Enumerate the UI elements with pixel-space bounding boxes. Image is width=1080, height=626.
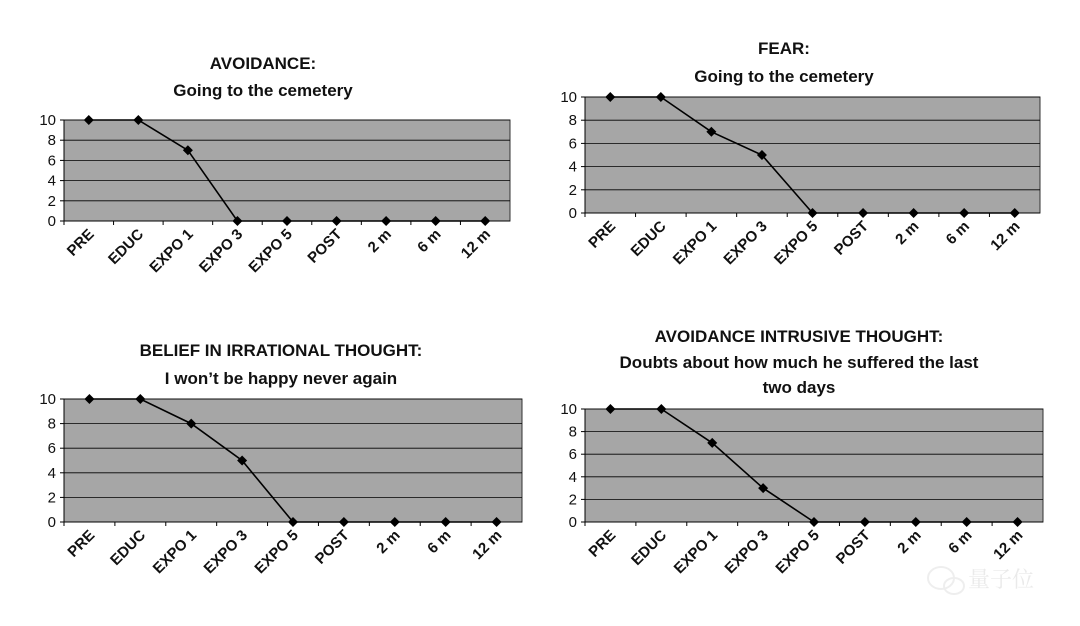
x-tick-label: PRE <box>585 526 620 561</box>
x-tick-label: EDUC <box>627 217 670 260</box>
x-tick-label: 12 m <box>469 526 506 564</box>
plot-area <box>64 120 510 221</box>
x-tick-label: EXPO 1 <box>670 526 722 578</box>
x-tick-label: 2 m <box>373 526 404 558</box>
x-tick-label: 12 m <box>990 526 1027 564</box>
chart-title-line: BELIEF IN IRRATIONAL THOUGHT: <box>139 341 423 360</box>
chart-4 <box>560 327 1043 577</box>
y-tick-label: 4 <box>568 468 577 486</box>
x-tick-label: 2 m <box>364 225 395 257</box>
y-tick-label: 2 <box>568 181 577 199</box>
y-tick-label: 6 <box>47 440 56 458</box>
y-tick-label: 0 <box>568 514 577 531</box>
x-tick-label: 12 m <box>457 225 495 263</box>
y-tick-label: 0 <box>568 205 577 222</box>
x-tick-label: EXPO 1 <box>149 526 201 578</box>
x-tick-label: EDUC <box>105 225 148 268</box>
x-tick-label: 12 m <box>987 217 1024 255</box>
y-tick-label: 4 <box>568 158 577 176</box>
x-tick-label: EXPO 1 <box>669 217 721 269</box>
x-tick-label: 6 m <box>414 225 445 257</box>
chart-title-line: I won’t be happy never again <box>164 369 398 388</box>
y-tick-label: 10 <box>39 391 56 408</box>
x-tick-label: 6 m <box>942 217 973 249</box>
x-tick-label: EDUC <box>628 526 671 569</box>
wechat-icon <box>928 567 964 594</box>
x-tick-label: POST <box>832 526 874 568</box>
x-tick-label: 2 m <box>894 526 925 558</box>
x-tick-label: PRE <box>63 225 98 260</box>
x-tick-label: EXPO 5 <box>770 217 822 269</box>
x-tick-label: 2 m <box>892 217 923 249</box>
y-tick-label: 2 <box>568 491 577 509</box>
y-tick-label: 10 <box>560 401 577 418</box>
x-tick-label: EXPO 5 <box>251 526 302 578</box>
x-tick-label: EXPO 3 <box>720 217 771 269</box>
y-tick-label: 10 <box>560 89 577 106</box>
y-tick-label: 8 <box>47 132 56 150</box>
watermark <box>928 567 1034 594</box>
x-tick-label: PRE <box>585 217 620 252</box>
y-tick-label: 6 <box>568 135 577 153</box>
chart-3 <box>39 341 522 577</box>
x-tick-label: POST <box>830 217 872 259</box>
x-tick-label: EXPO 5 <box>245 225 296 277</box>
y-tick-label: 4 <box>47 172 56 190</box>
plot-area <box>585 409 1043 522</box>
chart-title-line: AVOIDANCE: <box>209 54 317 73</box>
y-tick-label: 6 <box>568 446 577 464</box>
x-tick-label: POST <box>311 526 353 568</box>
x-tick-label: 6 m <box>424 526 455 558</box>
watermark-text: 量子位 <box>968 568 1035 593</box>
y-tick-label: 2 <box>47 192 56 210</box>
x-tick-label: EXPO 5 <box>772 526 823 578</box>
x-tick-label: PRE <box>64 526 99 561</box>
x-tick-label: EDUC <box>107 526 150 569</box>
chart-1 <box>39 54 510 276</box>
x-tick-label: EXPO 1 <box>146 225 197 277</box>
y-tick-label: 0 <box>47 213 56 230</box>
x-tick-label: EXPO 3 <box>195 225 247 277</box>
y-tick-label: 10 <box>39 112 56 129</box>
y-tick-label: 8 <box>47 415 56 433</box>
y-tick-label: 2 <box>47 489 56 507</box>
chart-title-line: two days <box>762 378 836 397</box>
plot-area <box>64 399 522 522</box>
x-tick-label: POST <box>304 225 346 267</box>
y-tick-label: 6 <box>47 152 56 170</box>
x-tick-label: 6 m <box>945 526 976 558</box>
x-tick-label: EXPO 3 <box>200 526 251 578</box>
y-tick-label: 8 <box>568 112 577 130</box>
y-tick-label: 4 <box>47 464 56 482</box>
y-tick-label: 8 <box>568 423 577 441</box>
chart-title-line: Going to the cemetery <box>173 81 353 100</box>
x-tick-label: EXPO 3 <box>721 526 772 578</box>
chart-title-line: AVOIDANCE INTRUSIVE THOUGHT: <box>654 327 944 346</box>
plot-area <box>585 97 1040 213</box>
chart-title-line: Doubts about how much he suffered the last <box>619 353 979 372</box>
chart-2 <box>560 39 1040 268</box>
chart-title-line: FEAR: <box>758 39 810 58</box>
chart-title-line: Going to the cemetery <box>694 67 874 86</box>
y-tick-label: 0 <box>47 514 56 531</box>
